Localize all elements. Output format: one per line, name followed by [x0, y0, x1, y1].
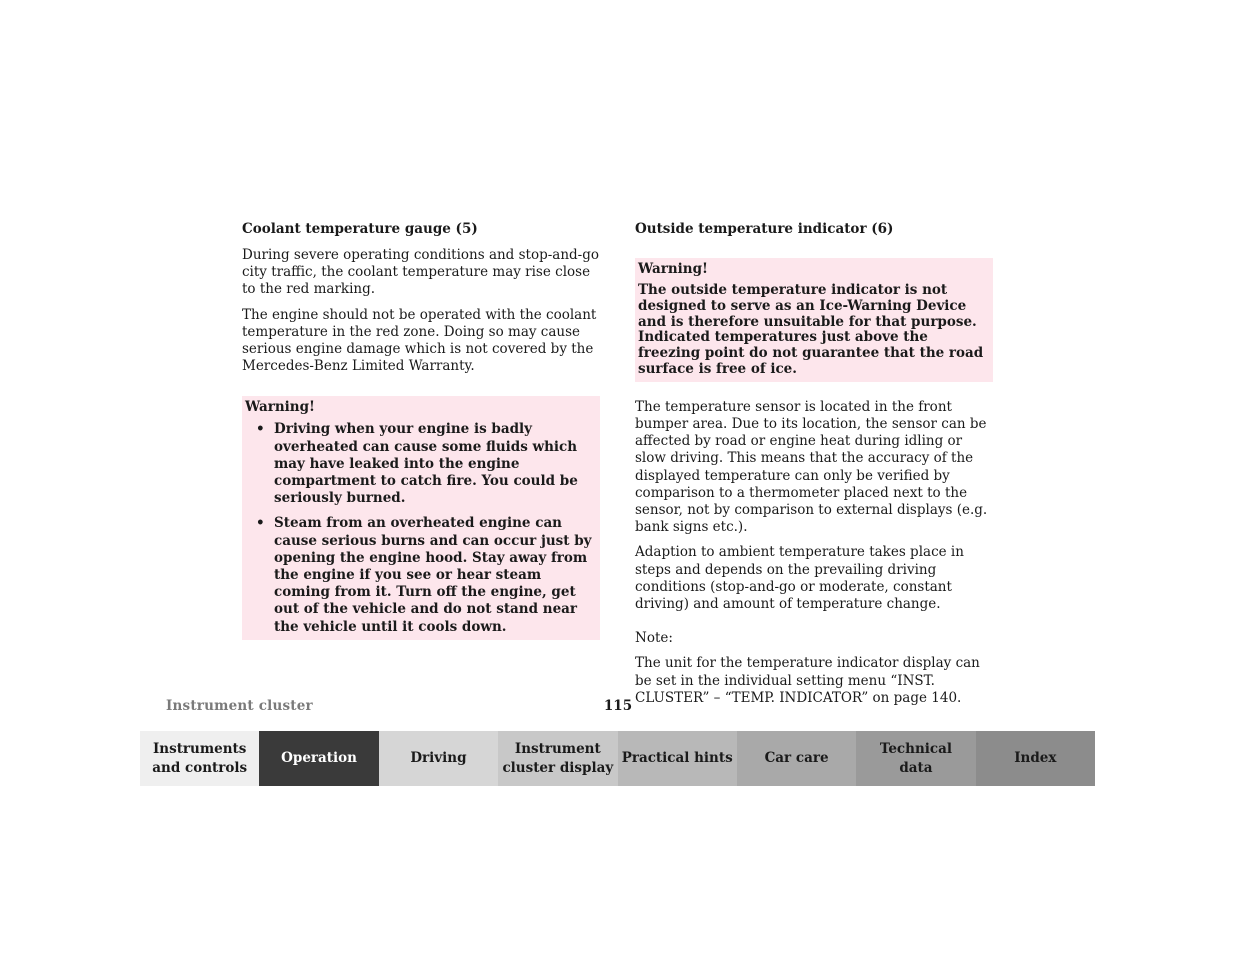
left-column	[242, 220, 600, 640]
note-label: Note:	[635, 630, 673, 647]
coolant-gauge-heading: Coolant temperature gauge (5)	[242, 221, 478, 237]
coolant-paragraph-1: During severe operating conditions and stop-and-go city traffic, the coolant temperature may rise close to the red marking.	[242, 247, 600, 298]
warning-item-text: Steam from an overheated engine can cause serious burns and can occur just by opening the engine hood. Stay away from the engine if you see or hear steam coming from it. Turn off the engine, get out of the vehicle and do not stand near the vehicle until it cools down.	[274, 515, 592, 635]
tab-driving[interactable]: Driving	[379, 731, 498, 786]
note-text: The unit for the temperature indicator display can be set in the individual setting menu “INST. CLUSTER” – “TEMP. INDICATOR” on page 140.	[635, 655, 980, 706]
outside-temp-heading: Outside temperature indicator (6)	[635, 221, 894, 237]
tab-practical-hints[interactable]: Practical hints	[618, 731, 737, 786]
tab-instruments-and-controls[interactable]: Instruments and controls	[140, 731, 259, 786]
tab-operation[interactable]: Operation	[259, 731, 378, 786]
tab-technical-data[interactable]: Technical data	[856, 731, 975, 786]
warning-title: Warning!	[638, 261, 708, 277]
bullet-icon: •	[256, 421, 265, 438]
tab-instrument-cluster-display[interactable]: Instrument cluster display	[498, 731, 617, 786]
coolant-warning-box	[242, 396, 600, 639]
warning-list	[245, 421, 594, 635]
chapter-tabs	[140, 731, 1095, 786]
ice-warning-box	[635, 258, 993, 382]
tab-index[interactable]: Index	[976, 731, 1095, 786]
bullet-icon: •	[256, 515, 265, 532]
adaption-paragraph: Adaption to ambient temperature takes place in steps and depends on the prevailing driving conditions (stop-and-go or moderate, constant driving) and amount of temperature change.	[635, 544, 964, 613]
warning-title: Warning!	[245, 399, 315, 416]
ice-warning-text: The outside temperature indicator is not designed to serve as an Ice-Warning Device and is therefore unsuitable for that purpose. Indicated temperatures just above the freezing point do not guarantee that the road surface is free of ice.	[638, 282, 984, 377]
warning-item-text: Driving when your engine is badly overheated can cause some fluids which may have leaked into the engine compartment to catch fire. You could be seriously burned.	[274, 421, 578, 507]
warning-list-item	[245, 515, 594, 635]
sensor-paragraph: The temperature sensor is located in the front bumper area. Due to its location, the sensor can be affected by road or engine heat during idling or slow driving. This means that the accuracy of the displayed temperature can only be verified by comparison to a thermometer placed next to the sensor, not by comparison to external displays (e.g. bank signs etc.).	[635, 398, 988, 536]
footer-section-name: Instrument cluster	[166, 698, 313, 714]
warning-list-item	[245, 421, 594, 507]
right-column	[635, 220, 993, 715]
coolant-paragraph-2: The engine should not be operated with the coolant temperature in the red zone. Doing so may cause serious engine damage which is not covered by the Mercedes-Benz Limited Warranty.	[242, 306, 597, 375]
tab-car-care[interactable]: Car care	[737, 731, 856, 786]
page-number: 115	[603, 698, 633, 714]
